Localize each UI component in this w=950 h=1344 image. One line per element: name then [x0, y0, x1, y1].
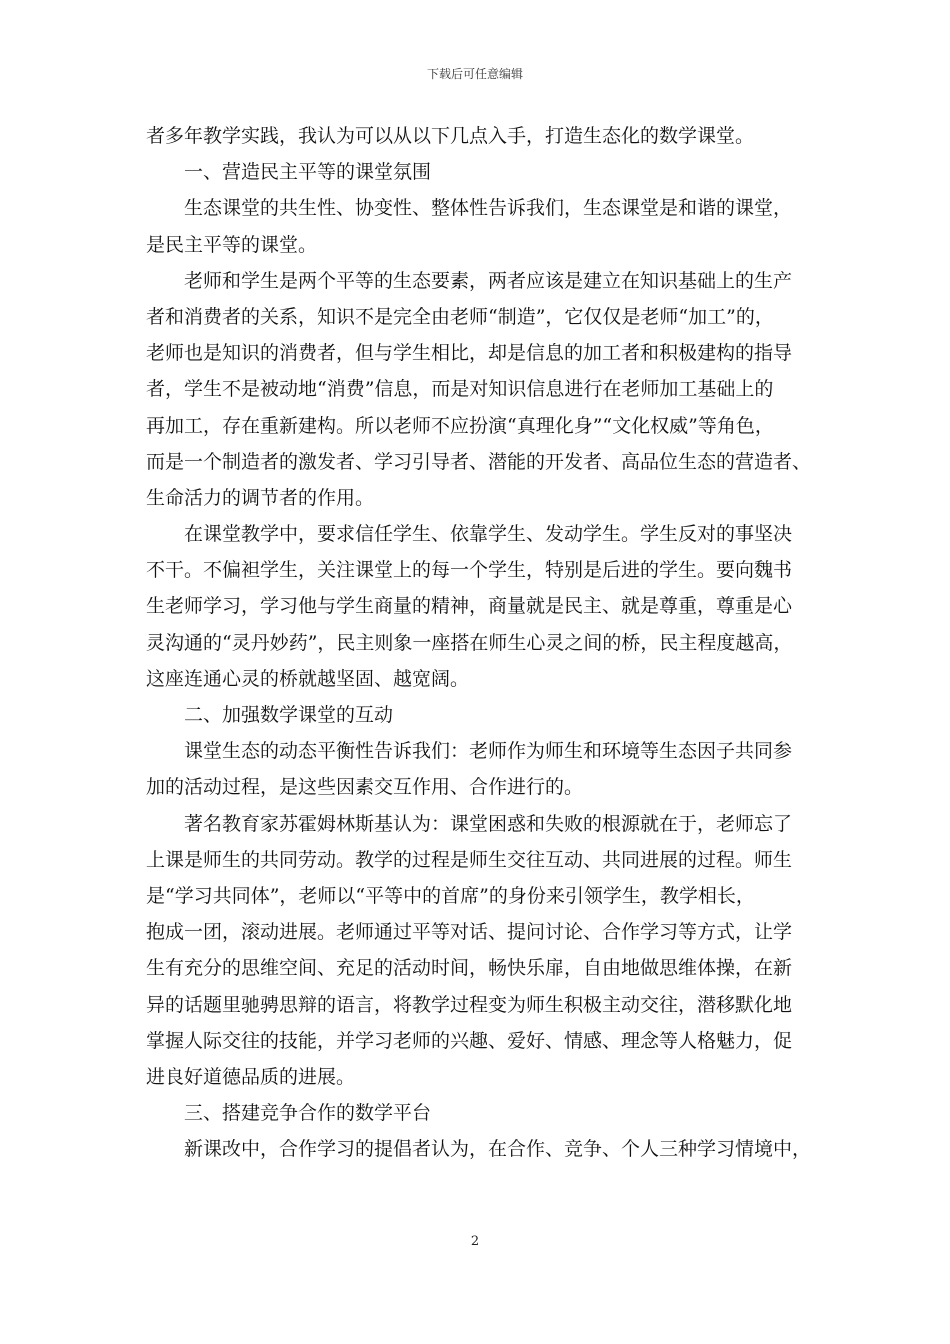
paragraph-line: 掌握人际交往的技能，并学习老师的兴趣、爱好、情感、理念等人格魅力，促	[146, 1029, 793, 1052]
paragraph-line: 生老师学习，学习他与学生商量的精神，商量就是民主、就是尊重，尊重是心	[146, 595, 793, 618]
paragraph-line: 是“学习共同体”，老师以“平等中的首席”的身份来引领学生，教学相长，	[146, 884, 755, 907]
paragraph-line: 生态课堂的共生性、协变性、整体性告诉我们，生态课堂是和谐的课堂，	[184, 197, 793, 220]
section-heading-1: 一、营造民主平等的课堂氛围	[184, 161, 432, 184]
paragraph-line: 老师也是知识的消费者，但与学生相比，却是信息的加工者和积极建构的指导	[146, 342, 793, 365]
paragraph-line: 在课堂教学中，要求信任学生、依靠学生、发动学生。学生反对的事坚决	[184, 523, 793, 546]
paragraph-line: 生命活力的调节者的作用。	[146, 486, 375, 509]
paragraph-line: 抱成一团，滚动进展。老师通过平等对话、提问讨论、合作学习等方式，让学	[146, 921, 793, 944]
paragraph-line: 加的活动过程，是这些因素交互作用、合作进行的。	[146, 776, 584, 799]
paragraph-line: 老师和学生是两个平等的生态要素，两者应该是建立在知识基础上的生产	[184, 269, 793, 292]
page-header: 下载后可任意编辑	[426, 67, 523, 81]
paragraph-line: 者和消费者的关系，知识不是完全由老师“制造”，它仅仅是老师“加工”的，	[146, 305, 774, 328]
paragraph-line: 是民主平等的课堂。	[146, 233, 318, 256]
paragraph-line: 者多年教学实践，我认为可以从以下几点入手，打造生态化的数学课堂。	[146, 125, 755, 147]
paragraph-line: 而是一个制造者的激发者、学习引导者、潜能的开发者、高品位生态的营造者、	[146, 450, 812, 473]
paragraph-line: 再加工，存在重新建构。所以老师不应扮演“真理化身”“文化权威”等角色，	[146, 414, 774, 437]
section-heading-3: 三、搭建竞争合作的数学平台	[184, 1102, 432, 1125]
paragraph-line: 者，学生不是被动地“消费”信息，而是对知识信息进行在老师加工基础上的	[146, 378, 774, 401]
paragraph-line: 进良好道德品质的进展。	[146, 1065, 356, 1088]
paragraph-line: 灵沟通的“灵丹妙药”，民主则象一座搭在师生心灵之间的桥，民主程度越高，	[146, 631, 793, 654]
paragraph-line: 异的话题里驰骋思辩的语言，将教学过程变为师生积极主动交往，潜移默化地	[146, 993, 793, 1016]
paragraph-line: 课堂生态的动态平衡性告诉我们：老师作为师生和环境等生态因子共同参	[184, 740, 793, 763]
section-heading-2: 二、加强数学课堂的互动	[184, 704, 394, 726]
paragraph-line: 著名教育家苏霍姆林斯基认为：课堂困惑和失败的根源就在于，老师忘了	[184, 812, 793, 835]
paragraph-line: 新课改中，合作学习的提倡者认为，在合作、竞争、个人三种学习情境中，	[184, 1138, 812, 1161]
document-body	[146, 118, 826, 1167]
paragraph-line: 不干。不偏袒学生，关注课堂上的每一个学生，特别是后进的学生。要向魏书	[146, 559, 793, 582]
page-number: 2	[470, 1234, 480, 1249]
paragraph-line: 这座连通心灵的桥就越坚固、越宽阔。	[146, 667, 470, 690]
paragraph-line: 生有充分的思维空间、充足的活动时间，畅快乐扉，自由地做思维体操，在新	[146, 957, 793, 980]
paragraph-line: 上课是师生的共同劳动。教学的过程是师生交往互动、共同进展的过程。师生	[146, 848, 793, 871]
